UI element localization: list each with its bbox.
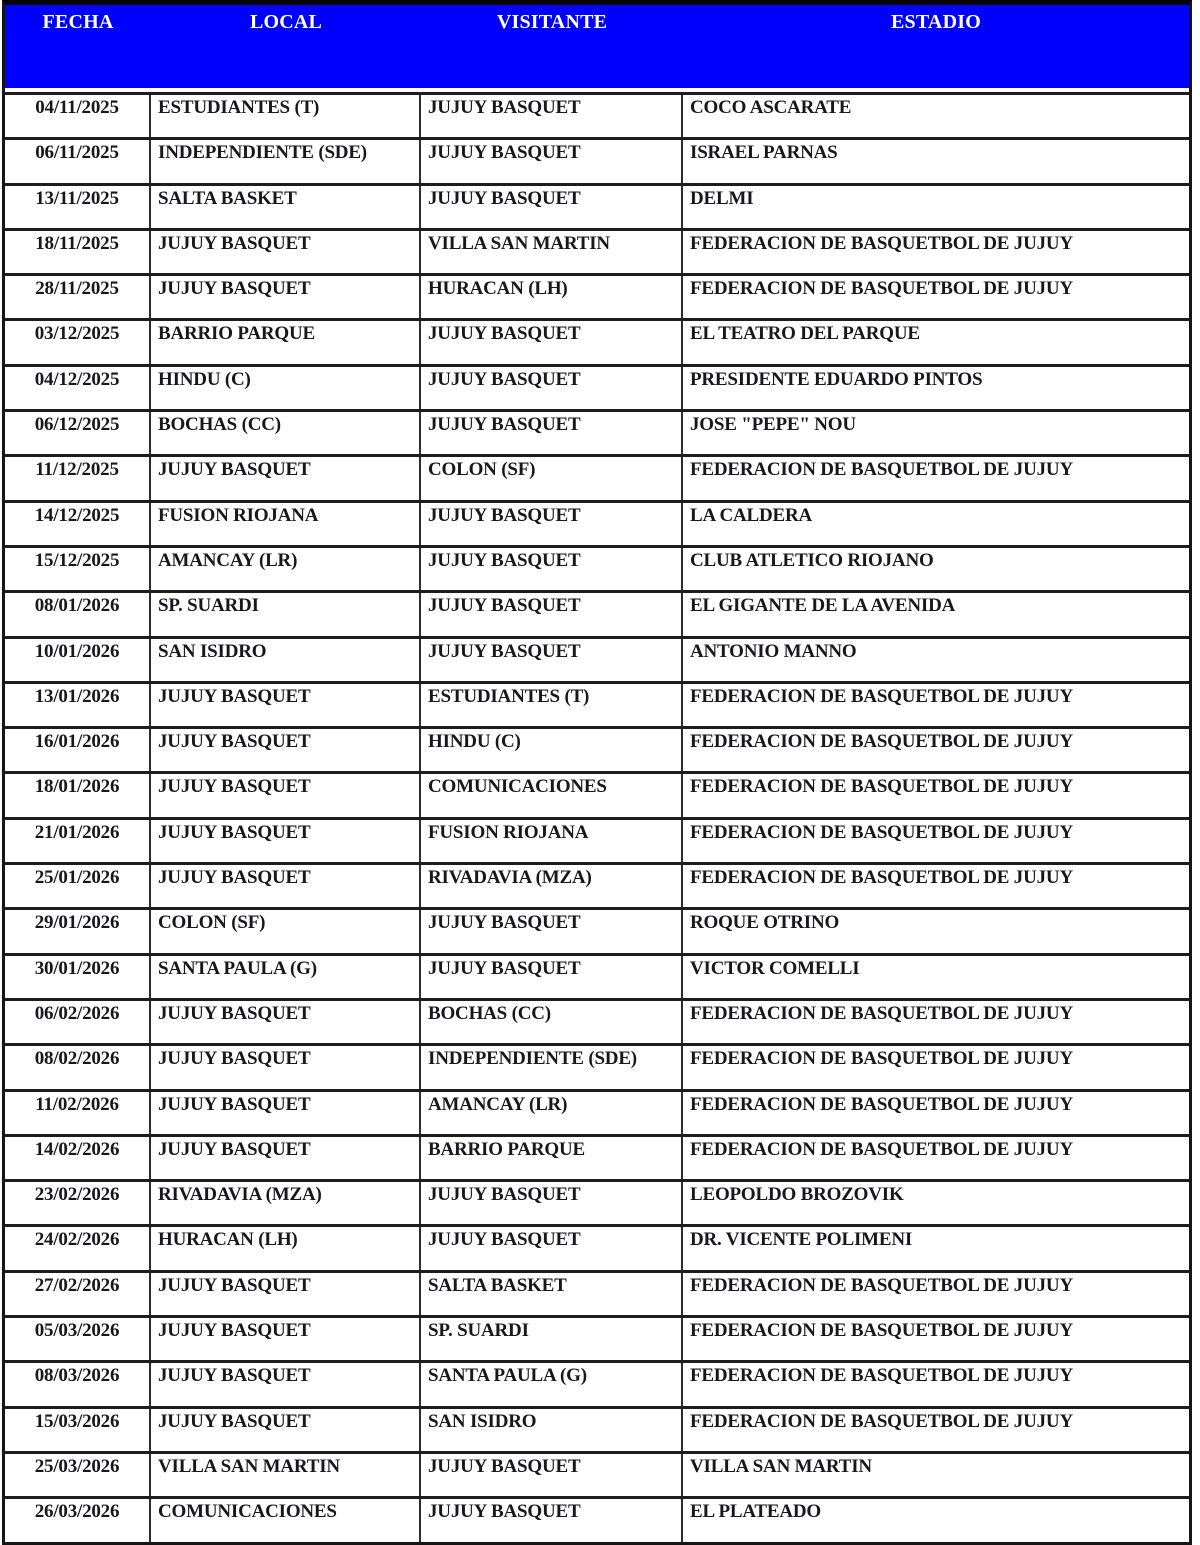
estadio-cell: VICTOR COMELLI (690, 957, 860, 979)
visitante-cell: BARRIO PARQUE (421, 1137, 683, 1179)
estadio-cell: EL GIGANTE DE LA AVENIDA (690, 595, 956, 617)
table-row (5, 364, 1189, 409)
local-cell: VILLA SAN MARTIN (151, 1454, 421, 1496)
table-row (5, 454, 1189, 499)
local-cell: SALTA BASKET (151, 186, 421, 228)
visitante-cell: JUJUY BASQUET (421, 367, 683, 409)
local-cell: FUSION RIOJANA (151, 503, 421, 545)
table-row (5, 636, 1189, 681)
fecha-cell: 04/12/2025 (5, 367, 151, 409)
estadio-cell: FEDERACION DE BASQUETBOL DE JUJUY (690, 1138, 1073, 1160)
visitante-cell: RIVADAVIA (MZA) (421, 865, 683, 907)
column-header-local: LOCAL (249, 11, 323, 33)
estadio-cell: FEDERACION DE BASQUETBOL DE JUJUY (690, 821, 1073, 843)
fecha-cell: 14/12/2025 (5, 503, 151, 545)
local-cell: JUJUY BASQUET (151, 729, 421, 771)
estadio-cell: FEDERACION DE BASQUETBOL DE JUJUY (690, 1320, 1073, 1342)
estadio-cell: DELMI (690, 187, 754, 209)
table-row (5, 273, 1189, 318)
visitante-cell: SAN ISIDRO (421, 1409, 683, 1451)
visitante-cell: JUJUY BASQUET (421, 548, 683, 590)
local-cell: JUJUY BASQUET (151, 276, 421, 318)
estadio-cell: COCO ASCARATE (690, 97, 852, 118)
estadio-cell: ISRAEL PARNAS (690, 142, 838, 164)
estadio-cell: PRESIDENTE EDUARDO PINTOS (690, 368, 983, 390)
table-row (5, 1451, 1189, 1496)
table-row (5, 771, 1189, 816)
column-header-visitante: VISITANTE (496, 11, 608, 33)
table-row (5, 545, 1189, 590)
fecha-cell: 04/11/2025 (5, 95, 151, 137)
local-cell: SANTA PAULA (G) (151, 956, 421, 998)
local-cell: COMUNICACIONES (151, 1499, 421, 1541)
local-cell: JUJUY BASQUET (151, 774, 421, 816)
fecha-cell: 24/02/2026 (5, 1227, 151, 1269)
fecha-cell: 11/02/2026 (5, 1092, 151, 1134)
estadio-cell: ROQUE OTRINO (690, 912, 840, 934)
estadio-cell: FEDERACION DE BASQUETBOL DE JUJUY (690, 278, 1073, 300)
table-row (5, 1134, 1189, 1179)
fecha-cell: 06/02/2026 (5, 1001, 151, 1043)
fecha-cell: 25/03/2026 (5, 1454, 151, 1496)
fecha-cell: 28/11/2025 (5, 276, 151, 318)
local-cell: JUJUY BASQUET (151, 684, 421, 726)
local-cell: COLON (SF) (151, 910, 421, 952)
fecha-cell: 11/12/2025 (5, 457, 151, 499)
visitante-cell: INDEPENDIENTE (SDE) (421, 1046, 683, 1088)
estadio-cell: FEDERACION DE BASQUETBOL DE JUJUY (690, 232, 1073, 254)
estadio-cell: FEDERACION DE BASQUETBOL DE JUJUY (690, 776, 1073, 798)
local-cell: RIVADAVIA (MZA) (151, 1182, 421, 1224)
table-row (5, 1179, 1189, 1224)
fecha-cell: 18/01/2026 (5, 774, 151, 816)
table-row (5, 183, 1189, 228)
local-cell: JUJUY BASQUET (151, 1273, 421, 1315)
local-cell: JUJUY BASQUET (151, 1001, 421, 1043)
table-row (5, 817, 1189, 862)
table-row (5, 907, 1189, 952)
schedule-table (2, 0, 1192, 1545)
local-cell: JUJUY BASQUET (151, 457, 421, 499)
local-cell: HURACAN (LH) (151, 1227, 421, 1269)
fecha-cell: 08/01/2026 (5, 593, 151, 635)
fecha-cell: 25/01/2026 (5, 865, 151, 907)
table-row (5, 137, 1189, 182)
local-cell: BOCHAS (CC) (151, 412, 421, 454)
local-cell: SP. SUARDI (151, 593, 421, 635)
table-row (5, 228, 1189, 273)
estadio-cell: FEDERACION DE BASQUETBOL DE JUJUY (690, 685, 1073, 707)
local-cell: JUJUY BASQUET (151, 1092, 421, 1134)
fecha-cell: 21/01/2026 (5, 820, 151, 862)
estadio-cell: CLUB ATLETICO RIOJANO (690, 549, 934, 571)
fecha-cell: 03/12/2025 (5, 321, 151, 363)
visitante-cell: HURACAN (LH) (421, 276, 683, 318)
visitante-cell: SANTA PAULA (G) (421, 1363, 683, 1405)
table-row (5, 953, 1189, 998)
visitante-cell: JUJUY BASQUET (421, 412, 683, 454)
estadio-cell: JOSE "PEPE" NOU (690, 414, 856, 436)
fecha-cell: 30/01/2026 (5, 956, 151, 998)
table-row (5, 590, 1189, 635)
table-row (5, 998, 1189, 1043)
table-row (5, 681, 1189, 726)
estadio-cell: FEDERACION DE BASQUETBOL DE JUJUY (690, 867, 1073, 889)
fecha-cell: 26/03/2026 (5, 1499, 151, 1541)
fecha-cell: 27/02/2026 (5, 1273, 151, 1315)
table-row (5, 1406, 1189, 1451)
visitante-cell: JUJUY BASQUET (421, 140, 683, 182)
table-row (5, 726, 1189, 771)
estadio-cell: ANTONIO MANNO (690, 640, 857, 662)
fecha-cell: 14/02/2026 (5, 1137, 151, 1179)
local-cell: JUJUY BASQUET (151, 865, 421, 907)
fecha-cell: 10/01/2026 (5, 639, 151, 681)
fecha-cell: 06/11/2025 (5, 140, 151, 182)
table-row (5, 1315, 1189, 1360)
visitante-cell: SP. SUARDI (421, 1318, 683, 1360)
visitante-cell: JUJUY BASQUET (421, 1499, 683, 1541)
fecha-cell: 23/02/2026 (5, 1182, 151, 1224)
column-header-estadio: ESTADIO (891, 11, 981, 33)
estadio-cell: DR. VICENTE POLIMENI (690, 1229, 913, 1251)
fecha-cell: 18/11/2025 (5, 231, 151, 273)
table-row (5, 92, 1189, 137)
estadio-cell: FEDERACION DE BASQUETBOL DE JUJUY (690, 1048, 1073, 1070)
estadio-cell: FEDERACION DE BASQUETBOL DE JUJUY (690, 1002, 1073, 1024)
local-cell: HINDU (C) (151, 367, 421, 409)
estadio-cell: LEOPOLDO BROZOVIK (690, 1184, 904, 1206)
visitante-cell: JUJUY BASQUET (421, 1182, 683, 1224)
visitante-cell: JUJUY BASQUET (421, 1227, 683, 1269)
visitante-cell: JUJUY BASQUET (421, 593, 683, 635)
visitante-cell: COMUNICACIONES (421, 774, 683, 816)
table-row (5, 409, 1189, 454)
table-header-row (5, 5, 1189, 88)
local-cell: BARRIO PARQUE (151, 321, 421, 363)
visitante-cell: JUJUY BASQUET (421, 639, 683, 681)
table-row (5, 318, 1189, 363)
fecha-cell: 29/01/2026 (5, 910, 151, 952)
local-cell: JUJUY BASQUET (151, 820, 421, 862)
local-cell: JUJUY BASQUET (151, 231, 421, 273)
visitante-cell: BOCHAS (CC) (421, 1001, 683, 1043)
local-cell: JUJUY BASQUET (151, 1363, 421, 1405)
table-body (5, 92, 1189, 1542)
fecha-cell: 15/03/2026 (5, 1409, 151, 1451)
fecha-cell: 13/11/2025 (5, 186, 151, 228)
visitante-cell: JUJUY BASQUET (421, 186, 683, 228)
table-row (5, 1496, 1189, 1541)
estadio-cell: EL TEATRO DEL PARQUE (690, 323, 920, 345)
local-cell: SAN ISIDRO (151, 639, 421, 681)
local-cell: JUJUY BASQUET (151, 1409, 421, 1451)
fecha-cell: 05/03/2026 (5, 1318, 151, 1360)
table-row (5, 1270, 1189, 1315)
visitante-cell: SALTA BASKET (421, 1273, 683, 1315)
table-row (5, 500, 1189, 545)
local-cell: JUJUY BASQUET (151, 1318, 421, 1360)
fecha-cell: 13/01/2026 (5, 684, 151, 726)
visitante-cell: JUJUY BASQUET (421, 503, 683, 545)
estadio-cell: FEDERACION DE BASQUETBOL DE JUJUY (690, 1410, 1073, 1432)
visitante-cell: FUSION RIOJANA (421, 820, 683, 862)
fecha-cell: 06/12/2025 (5, 412, 151, 454)
visitante-cell: COLON (SF) (421, 457, 683, 499)
estadio-cell: VILLA SAN MARTIN (690, 1455, 872, 1477)
local-cell: JUJUY BASQUET (151, 1137, 421, 1179)
local-cell: AMANCAY (LR) (151, 548, 421, 590)
fecha-cell: 15/12/2025 (5, 548, 151, 590)
estadio-cell: FEDERACION DE BASQUETBOL DE JUJUY (690, 1093, 1073, 1115)
table-row (5, 1360, 1189, 1405)
table-row (5, 1089, 1189, 1134)
fecha-cell: 16/01/2026 (5, 729, 151, 771)
visitante-cell: AMANCAY (LR) (421, 1092, 683, 1134)
local-cell: ESTUDIANTES (T) (151, 95, 421, 137)
local-cell: INDEPENDIENTE (SDE) (151, 140, 421, 182)
visitante-cell: ESTUDIANTES (T) (421, 684, 683, 726)
visitante-cell: JUJUY BASQUET (421, 956, 683, 998)
visitante-cell: JUJUY BASQUET (421, 910, 683, 952)
table-row (5, 1043, 1189, 1088)
fecha-cell: 08/03/2026 (5, 1363, 151, 1405)
estadio-cell: FEDERACION DE BASQUETBOL DE JUJUY (690, 1274, 1073, 1296)
visitante-cell: JUJUY BASQUET (421, 1454, 683, 1496)
table-row (5, 862, 1189, 907)
estadio-cell: FEDERACION DE BASQUETBOL DE JUJUY (690, 1365, 1073, 1387)
local-cell: JUJUY BASQUET (151, 1046, 421, 1088)
visitante-cell: JUJUY BASQUET (421, 95, 683, 137)
table-row (5, 1224, 1189, 1269)
visitante-cell: HINDU (C) (421, 729, 683, 771)
visitante-cell: JUJUY BASQUET (421, 321, 683, 363)
estadio-cell: EL PLATEADO (690, 1501, 822, 1523)
fecha-cell: 08/02/2026 (5, 1046, 151, 1088)
column-header-fecha: FECHA (42, 11, 114, 33)
estadio-cell: FEDERACION DE BASQUETBOL DE JUJUY (690, 459, 1073, 481)
visitante-cell: VILLA SAN MARTIN (421, 231, 683, 273)
estadio-cell: LA CALDERA (690, 504, 813, 526)
estadio-cell: FEDERACION DE BASQUETBOL DE JUJUY (690, 731, 1073, 753)
